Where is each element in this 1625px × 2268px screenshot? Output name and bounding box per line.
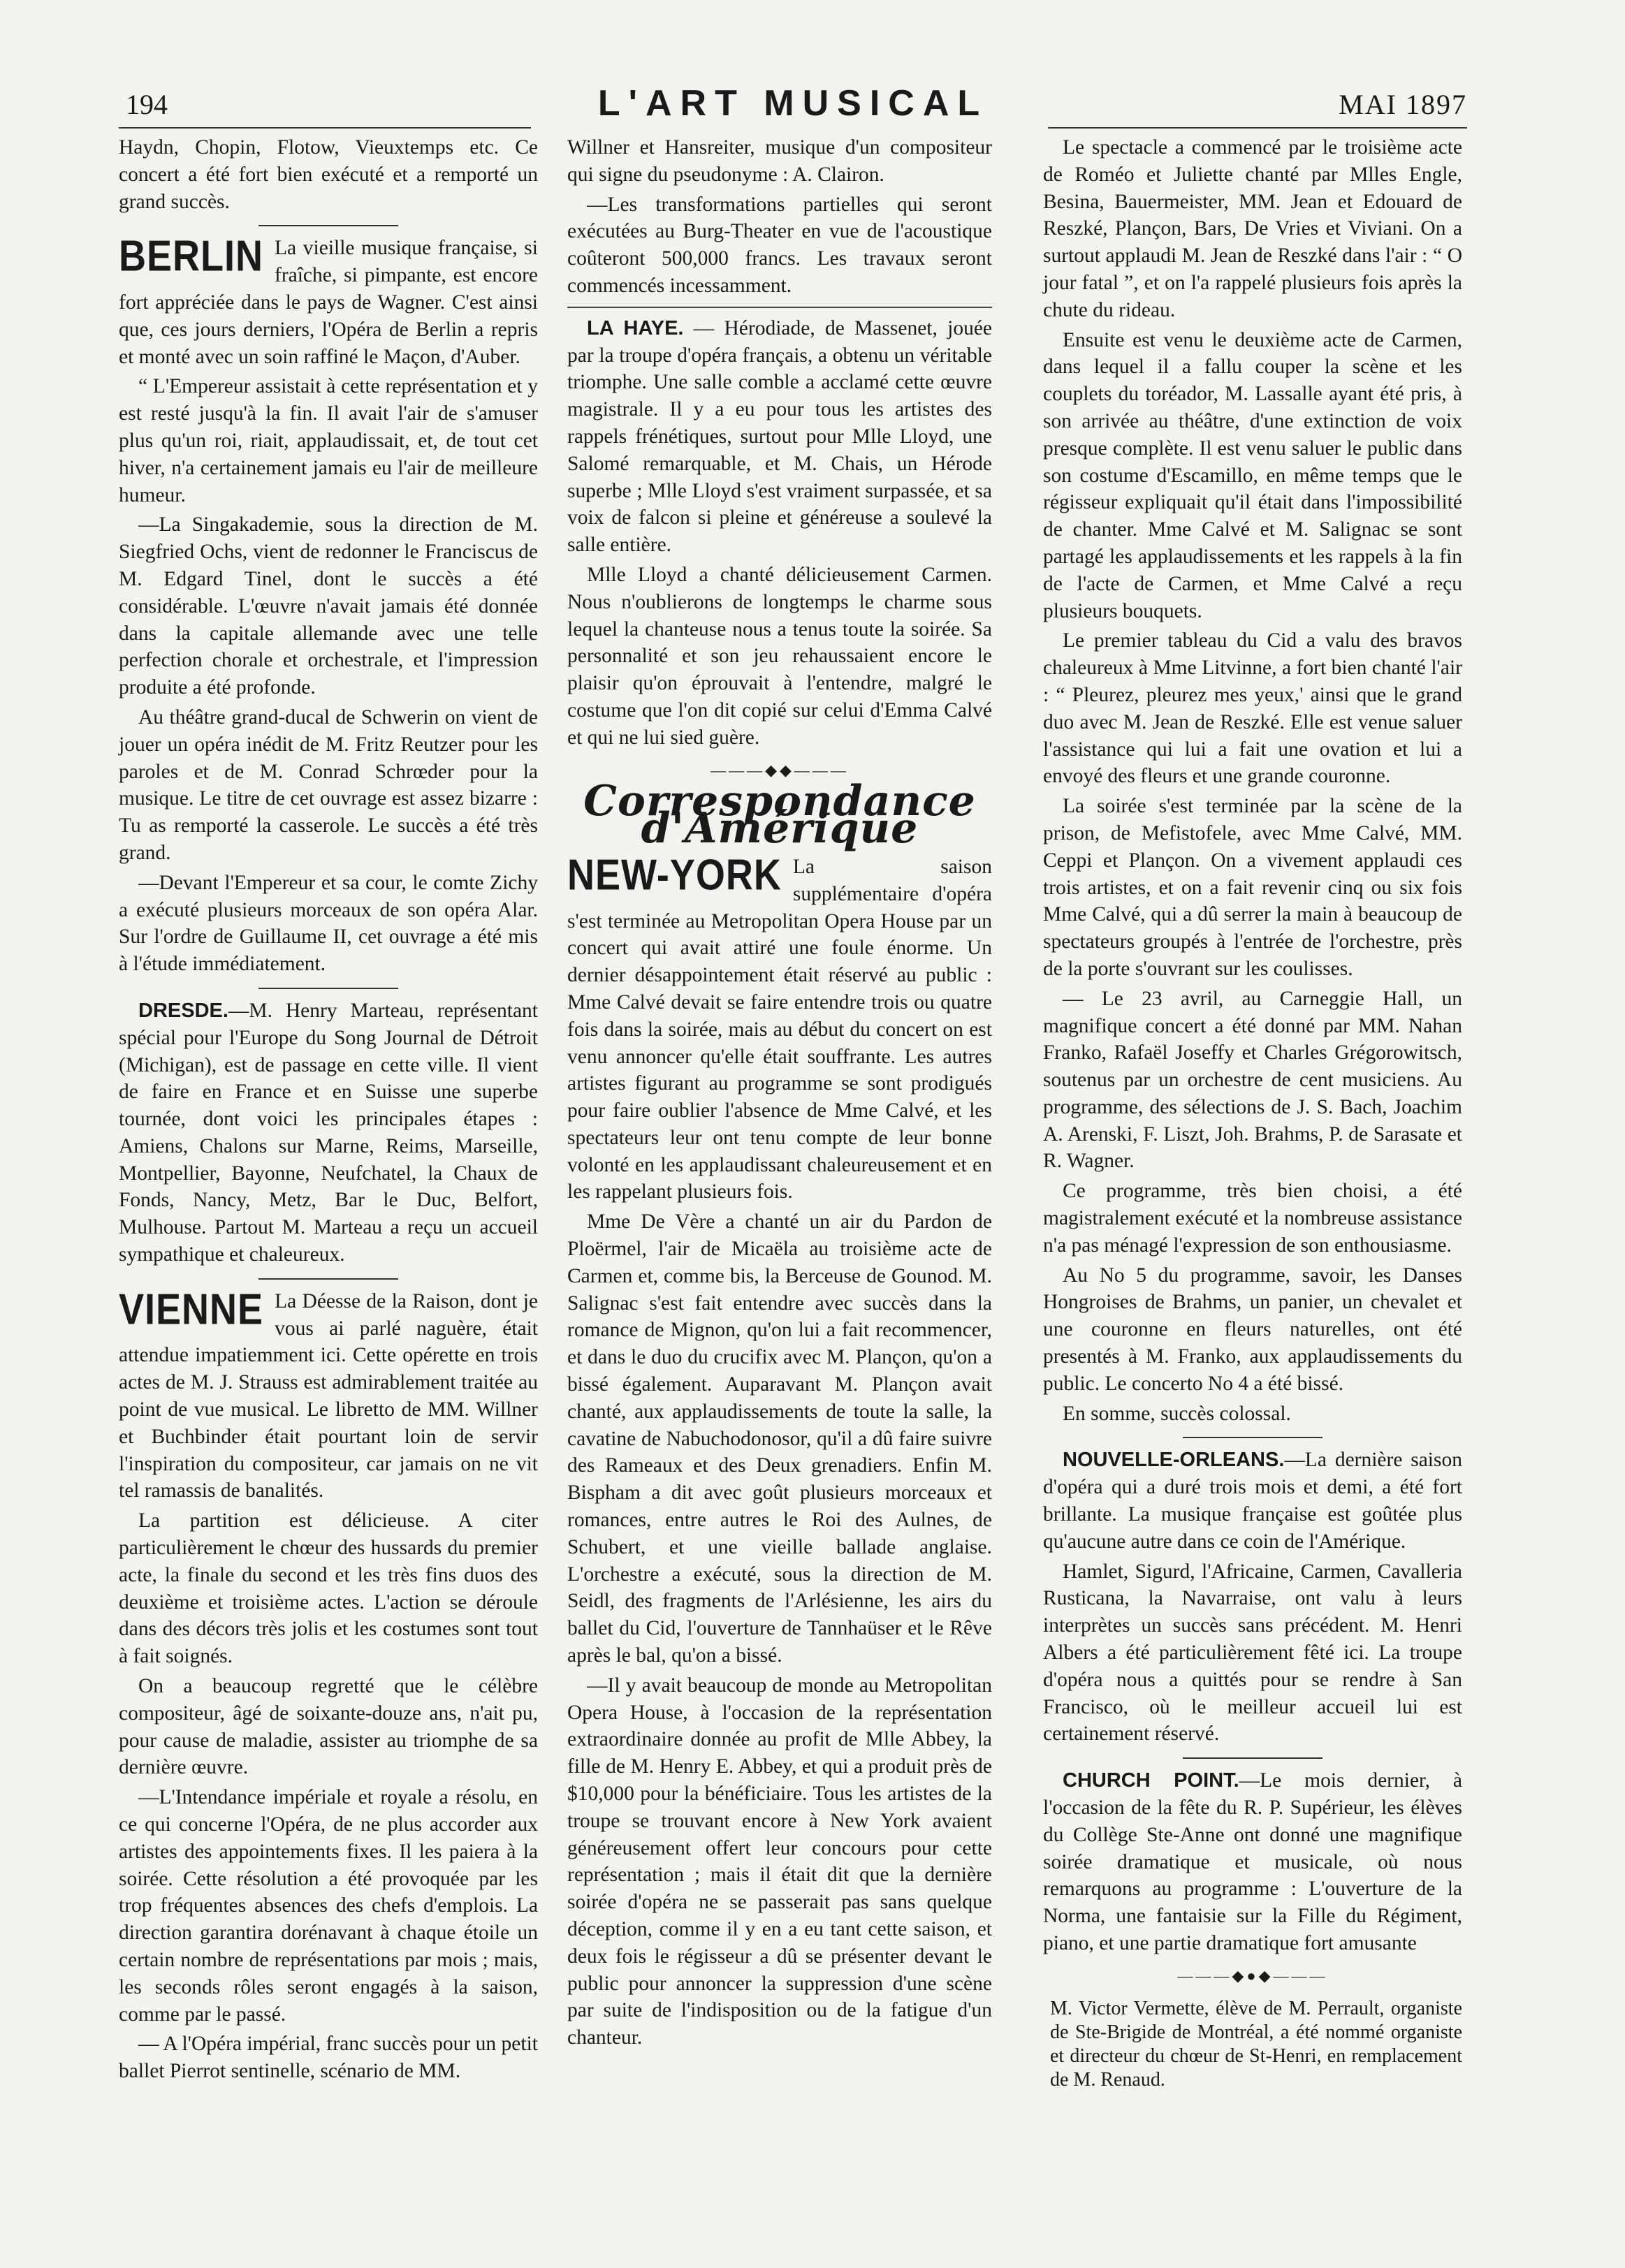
paragraph: Mlle Lloyd a chanté délicieusement Carmen. Nous n'oublierons de longtemps le charme sous lequel la chanteuse nous a tenus toute la soirée. Sa personnalité et son jeu rehaussaient encore le plaisir qu'on éprouvait à l'entendre, malgré le costume que l'on dit copié sur celui d'Emma Calvé et qui ne lui sied guère. (567, 563, 992, 749)
column-2 (567, 134, 992, 2054)
dresde-heading: DRESDE. (138, 999, 228, 1022)
church-point-article (1043, 1767, 1462, 1957)
new-york-heading: NEW-YORK (567, 851, 782, 900)
paragraph: Mme De Vère a chanté un air du Pardon de Ploërmel, l'air de Micaëla au troisième acte de Carmen et, comme bis, la Berceuse de Gounod. M. Salignac s'est fait entendre avec succès dans la romance de Mignon, qu'on lui a fait recommencer, et dans le duo du crucifix avec M. Plançon, qu'on a bissé également. Auparavant M. Plançon avait chanté, aux applaudissements de toute la salle, la cavatine de Nabuchodonosor, qu'il a dû faire suivre des Rameaux et des Deux grenadiers. Enfin M. Bispham a dit avec goût plusieurs morceaux et romances, entre autres le Roi des Aulnes, de Schubert, et une vieille ballade anglaise. L'orchestre a exécuté, sous la direction de M. Seidl, des fragments de l'Arlésienne, les airs du ballet du Cid, l'ouverture de Tannhaüser et le Rêve après le bal, qu'on a bissé. (567, 1210, 992, 1667)
paragraph: La vieille musique française, si fraîche, si pimpante, est encore fort appréciée dans le pays de Wagner. C'est ainsi que, ces jours derniers, l'Opéra de Berlin a repris et monté avec un soin raffiné le Maçon, d'Auber. (119, 237, 538, 368)
paragraph: La saison supplémentaire d'opéra s'est terminée au Metropolitan Opera House par un concert qui avait attiré une foule énorme. Un dernier désappointement était réservé au public : Mme Calvé devait se faire entendre trois ou quatre fois dans la soirée, mais au début du concert on est venu annoncer qu'elle était souffrante. Les autres artistes figurant au programme se sont prodigués pour faire oublier l'absence de Mme Calvé, et les spectateurs leur ont tenu compte de leur bonne volonté en les applaudissant chaleureusement et en les rappelant plusieurs fois. (567, 855, 992, 1203)
nouvelle-orleans-heading: NOUVELLE-ORLEANS. (1063, 1449, 1285, 1472)
paragraph: —Devant l'Empereur et sa cour, le comte Zichy a exécuté plusieurs morceaux de son opéra Alar. Sur l'ordre de Guillaume II, cet ouvrage a été mis à l'étude immédiatement. (119, 871, 538, 976)
paragraph: La soirée s'est terminée par la scène de la prison, de Mefistofele, avec Mme Calvé, MM. Ceppi et Plançon. On a vivement applaudi ces trois artistes, et on a fait revenir cinq ou six fois Mme Calvé, qui a dû serrer la main à beaucoup de spectateurs groupés à l'entrée de l'orchestre, près de la porte s'ouvrant sur les coulisses. (1043, 795, 1462, 980)
separator (258, 1278, 398, 1280)
ornament-separator: ———◆●◆——— (1177, 1966, 1328, 1984)
new-york-article (567, 851, 992, 1206)
paragraph: —Les transformations partielles qui seront exécutées au Burg-Theater en vue de l'acoustique coûteront 500,000 francs. Les travaux seront commencés incessamment. (567, 193, 992, 297)
page-header (119, 82, 1467, 131)
la-haye-heading: LA HAYE. (587, 316, 684, 339)
column-3 (1043, 134, 1462, 2092)
page-number: 194 (126, 89, 168, 120)
paragraph: Ensuite est venu le deuxième acte de Carmen, dans lequel il a fallu couper la scène et les couplets du toréador, M. Lassalle ayant été pris, à son arrivée au théâtre, d'une extinction de voix presque complète. Il est venu saluer le public dans son costume d'Escamillo, en même temps que le régisseur expliquait qu'il était dans l'impossibilité de chanter. Mme Calvé et M. Salignac se sont partagé les applaudissements et les rappels à la fin de l'acte de Carmen, et Mme Calvé a reçu plusieurs bouquets. (1043, 328, 1462, 622)
masthead-title: L'ART MUSICAL (597, 83, 989, 124)
separator (258, 225, 398, 226)
nouvelle-orleans-article (1043, 1447, 1462, 1555)
vienne-article (119, 1285, 538, 1505)
header-rule-right (1048, 127, 1467, 129)
separator (1183, 1437, 1322, 1438)
column-1 (119, 134, 538, 2088)
paragraph: —La dernière saison d'opéra qui a duré trois mois et demi, a été fort brillante. La musique française est goûtée plus qu'aucune autre dans ce coin de l'Amérique. (1043, 1449, 1462, 1553)
berlin-article (119, 232, 538, 370)
paragraph: — Hérodiade, de Massenet, jouée par la troupe d'opéra français, a obtenu un véritable triomphe. Une salle comble a acclamé cette œuvre magistrale. Il y a eu pour tous les artistes des rappels frénétiques, surtout pour Mlle Lloyd, une Salomé remarquable, et M. Chais, un Hérode superbe ; Mlle Lloyd s'est vraiment surpassée, et sa voix de falcon si pleine et généreuse a soulevé la salle entière. (567, 316, 993, 557)
paragraph: “ L'Empereur assistait à cette représentation et y est resté jusqu'à la fin. Il avait l'air de s'amuser plus qu'un roi, riait, applaudissait, et, de tout cet hiver, n'a certainement jamais eu l'air de meilleure humeur. (119, 375, 538, 506)
haye-article (567, 315, 992, 559)
paragraph: Au No 5 du programme, savoir, les Danses Hongroises de Brahms, un panier, un chevalet et une couronne en fleurs naturelles, ont été presentés à M. Franko, aux applaudissements du public. Le concerto No 4 a été bissé. (1043, 1264, 1462, 1395)
berlin-heading: BERLIN (119, 232, 263, 281)
vienne-heading: VIENNE (119, 1285, 264, 1334)
paragraph: —L'Intendance impériale et royale a résolu, en ce qui concerne l'Opéra, de ne plus accorder aux artistes des appointements fixes. Il les paiera à la soirée. Cette résolution a été provoquée par les trop fréquentes absences des chefs d'emplois. La direction garantira dorénavant à chaque étoile un certain nombre de représentations par mois ; mais, les seconds rôles seront engagés à la saison, comme par le passé. (119, 1786, 538, 2026)
paragraph: —Il y avait beaucoup de monde au Metropolitan Opera House, à l'occasion de la représentation extraordinaire donnée au profit de Mlle Abbey, la fille de M. Henry E. Abbey, et qui a produit près de $10,000 pour la bénéficiaire. Tous les artistes de la troupe se trouvant encore à New York avaient généreusement offert leur concours pour cette représentation ; mais il était dit que la dernière soirée d'opéra ne se passerait pas sans quelque déception, comme il y en a eu tant cette saison, et deux fois le régisseur a dû se présenter devant le public pour annoncer la suppression d'une scène par suite de l'indisposition ou de la fatigue d'un chanteur. (567, 1674, 992, 2049)
paragraph: —La Singakademie, sous la direction de M. Siegfried Ochs, vient de redonner le Franciscus de M. Edgard Tinel, dont le succès a été considérable. L'œuvre n'avait jamais été donnée dans la capitale allemande avec une telle perfection chorale et orchestrale, et l'impression produite a été profonde. (119, 513, 538, 699)
paragraph: — Le 23 avril, au Carneggie Hall, un magnifique concert a été donné par MM. Nahan Franko, Rafaël Joseffy et Charles Grégorowitsch, soutenus par un orchestre de cent musiciens. Au programme, des sélections de J. S. Bach, Joachim A. Arenski, F. Liszt, Joh. Brahms, P. de Sarasate et R. Wagner. (1043, 987, 1462, 1173)
paragraph: Le premier tableau du Cid a valu des bravos chaleureux à Mme Litvinne, a fort bien chanté l'air : “ Pleurez, pleurez mes yeux,' ainsi que le grand duo avec M. Jean de Reszké. Elle est venue saluer l'assistance qui lui a fait une ovation et lui a envoyé des fleurs et une grande couronne. (1043, 629, 1462, 788)
header-rule-left (119, 127, 531, 129)
paragraph: En somme, succès colossal. (1063, 1402, 1291, 1425)
paragraph: Hamlet, Sigurd, l'Africaine, Carmen, Cavalleria Rusticana, la Navarraise, ont valu à leurs interprètes un succès sans précédent. M. Henri Albers a été particulièrement fêté ici. La troupe d'opéra nous a quittés pour se rendre à San Francisco, où le meilleur accueil lui est certainement réservé. (1043, 1560, 1462, 1746)
paragraph: Willner et Hansreiter, musique d'un compositeur qui signe du pseudonyme : A. Clairon. (567, 136, 992, 186)
paragraph: La partition est délicieuse. A citer particulièrement le chœur des hussards du premier acte, la finale du second et les très fins duos des deuxième et troisième actes. L'action se déroule dans des décors très jolis et les costumes sont tout à fait soignés. (119, 1509, 538, 1668)
paragraph: Le spectacle a commencé par le troisième acte de Roméo et Juliette chanté par Mlles Engle, Besina, Bauermeister, MM. Jean et Edouard de Reszké, Plançon, Bars, De Vries et Viviani. On a surtout applaudi M. Jean de Reszké dans l'air : “ O jour fatal ”, et on l'a rappelé plusieurs fois après la chute du rideau. (1043, 136, 1462, 321)
separator (258, 988, 398, 989)
paragraph: —Le mois dernier, à l'occasion de la fête du R. P. Supérieur, les élèves du Collège Ste-Anne ont donné une magnifique soirée dramatique et musicale, où nous remarquons au programme : L'ouverture de la Norma, une fantaisie sur la Fille du Régiment, piano, et une partie dramatique fort amusante (1043, 1769, 1463, 1954)
paragraph: Au théâtre grand-ducal de Schwerin on vient de jouer un opéra inédit de M. Fritz Reutzer pour les paroles et de M. Conrad Schrœder pour la musique. Le titre de cet ouvrage est assez bizarre : Tu as remporté la casserole. Le succès a été très grand. (119, 705, 538, 864)
paragraph: Haydn, Chopin, Flotow, Vieuxtemps etc. Ce concert a été fort bien exécuté et a remporté un grand succès. (119, 136, 538, 213)
paragraph: Ce programme, très bien choisi, a été magistralement exécuté et la nombreuse assistance n'a pas ménagé l'expression de son enthousiasme. (1043, 1180, 1462, 1257)
section-title: Correspondance d'Amérique (583, 777, 976, 854)
paragraph: —M. Henry Marteau, représentant spécial pour l'Europe du Song Journal de Détroit (Michigan), est de passage en cette ville. Il vient de faire en France et en Suisse une superbe tournée, dont voici les principales étapes : Amiens, Chalons sur Marne, Reims, Marseille, Montpellier, Bayonne, Neufchatel, la Chaux de Fonds, Nancy, Metz, Bar le Duc, Belfort, Mulhouse. Partout M. Marteau a reçu un accueil sympathique et chaleureux. (119, 999, 538, 1266)
paragraph: La Déesse de la Raison, dont je vous ai parlé naguère, était attendue impatiemment ici. Cette opérette en trois actes de M. J. Strauss est admirablement traitée au point de vue musical. Le libretto de MM. Willner et Buchbinder était pourtant loin de servir l'inspiration du compositeur, car jamais on ne vit tel ramassis de banalités. (119, 1289, 538, 1502)
paragraph: — A l'Opéra impérial, franc succès pour un petit ballet Pierrot sentinelle, scénario de MM. (119, 2033, 538, 2083)
separator (567, 307, 992, 308)
note-paragraph: M. Victor Vermette, élève de M. Perrault, organiste de Ste-Brigide de Montréal, a été nommé organiste et directeur du chœur de St-Henri, en remplacement de M. Renaud. (1050, 1997, 1462, 2091)
separator (1183, 1757, 1322, 1759)
ornament-separator: ———◆◆——— (711, 761, 849, 779)
issue-date: MAI 1897 (1339, 89, 1467, 120)
church-point-heading: CHURCH POINT. (1063, 1769, 1239, 1792)
paragraph: On a beaucoup regretté que le célèbre compositeur, âgé de soixante-douze ans, n'ait pu, pour cause de maladie, assister au triomphe de sa dernière œuvre. (119, 1675, 538, 1779)
dresde-article (119, 997, 538, 1268)
